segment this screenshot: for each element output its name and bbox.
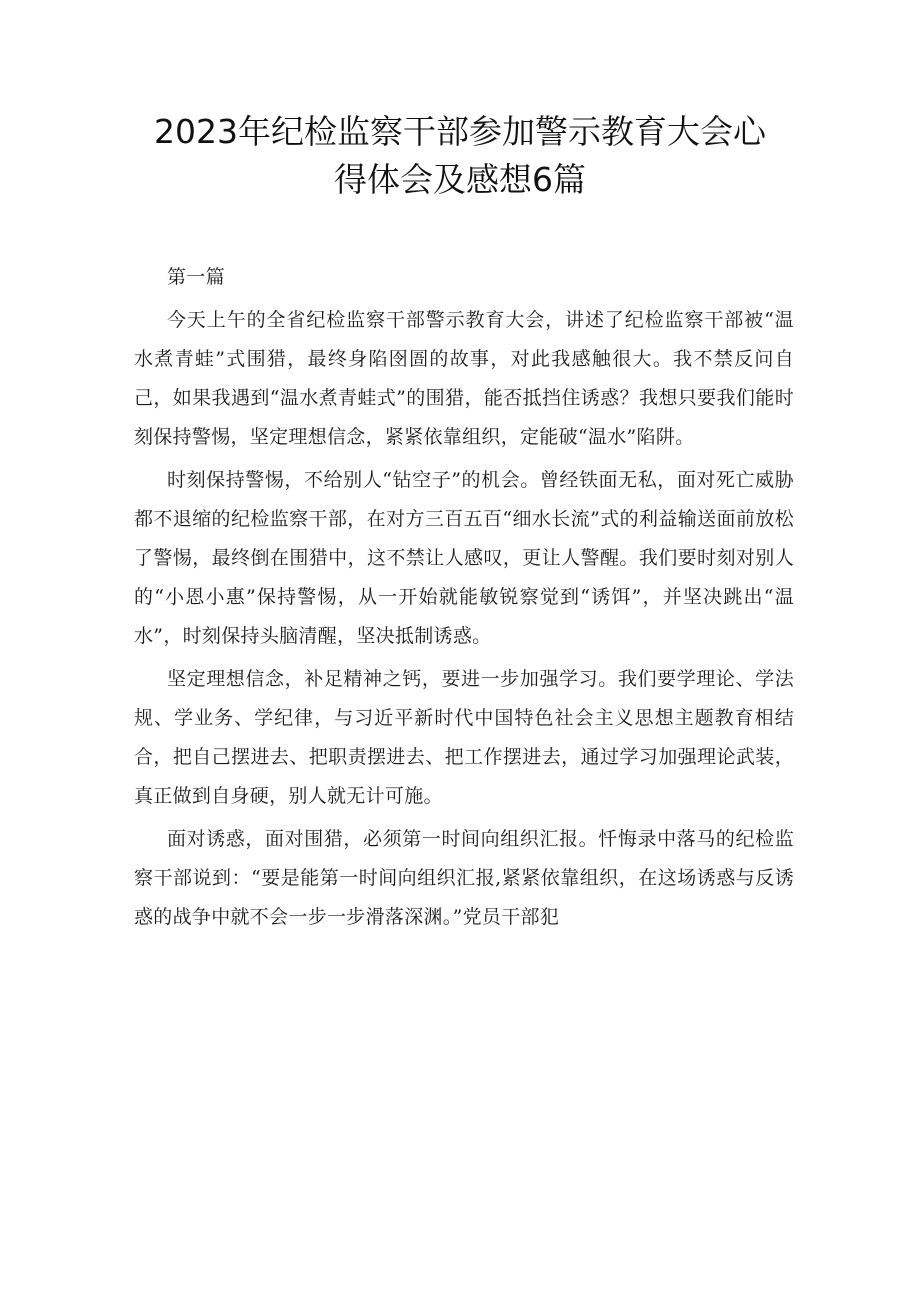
title-line-1: 2023年纪检监察干部参加警示教育大会心: [154, 112, 766, 151]
paragraph-2: 时刻保持警惕，不给别人“钻空子”的机会。曾经铁面无私，面对死亡威胁都不退缩的纪检监察干部，在对方三百五百“细水长流”式的利益输送面前放松了警惕，最终倒在围猎中，这不禁让人感叹，更让人警醒。我们要时刻对别人的“小恩小惠”保持警惕，从一开始就能敏锐察觉到“诱饵”，并坚决跳出“温水”，时刻保持头脑清醒，坚决抵制诱惑。: [134, 469, 794, 647]
paragraph-4: 面对诱惑，面对围猎，必须第一时间向组织汇报。忏悔录中落马的纪检监察干部说到：“要是能第一时间向组织汇报,紧紧依靠组织，在这场诱惑与反诱惑的战争中就不会一步一步滑落深渊。”党员干部犯: [134, 828, 794, 928]
paragraph-1: 今天上午的全省纪检监察干部警示教育大会，讲述了纪检监察干部被“温水煮青蛙”式围猎，最终身陷囹圄的故事，对此我感触很大。我不禁反问自己，如果我遇到“温水煮青蛙式”的围猎，能否抵挡住诱惑？我想只要我们能时刻保持警惕，坚定理想信念，紧紧依靠组织，定能破“温水”陷阱。: [134, 309, 794, 448]
document-body: [134, 258, 794, 937]
title-line-2: 得体会及感想6篇: [334, 160, 586, 199]
document-title: [120, 108, 800, 204]
section-heading: 第一篇: [167, 266, 225, 288]
paragraph-3: 坚定理想信念，补足精神之钙，要进一步加强学习。我们要学理论、学法规、学业务、学纪律，与习近平新时代中国特色社会主义思想主题教育相结合，把自己摆进去、把职责摆进去、把工作摆进去，通过学习加强理论武装，真正做到自身硬，别人就无计可施。: [134, 668, 794, 807]
